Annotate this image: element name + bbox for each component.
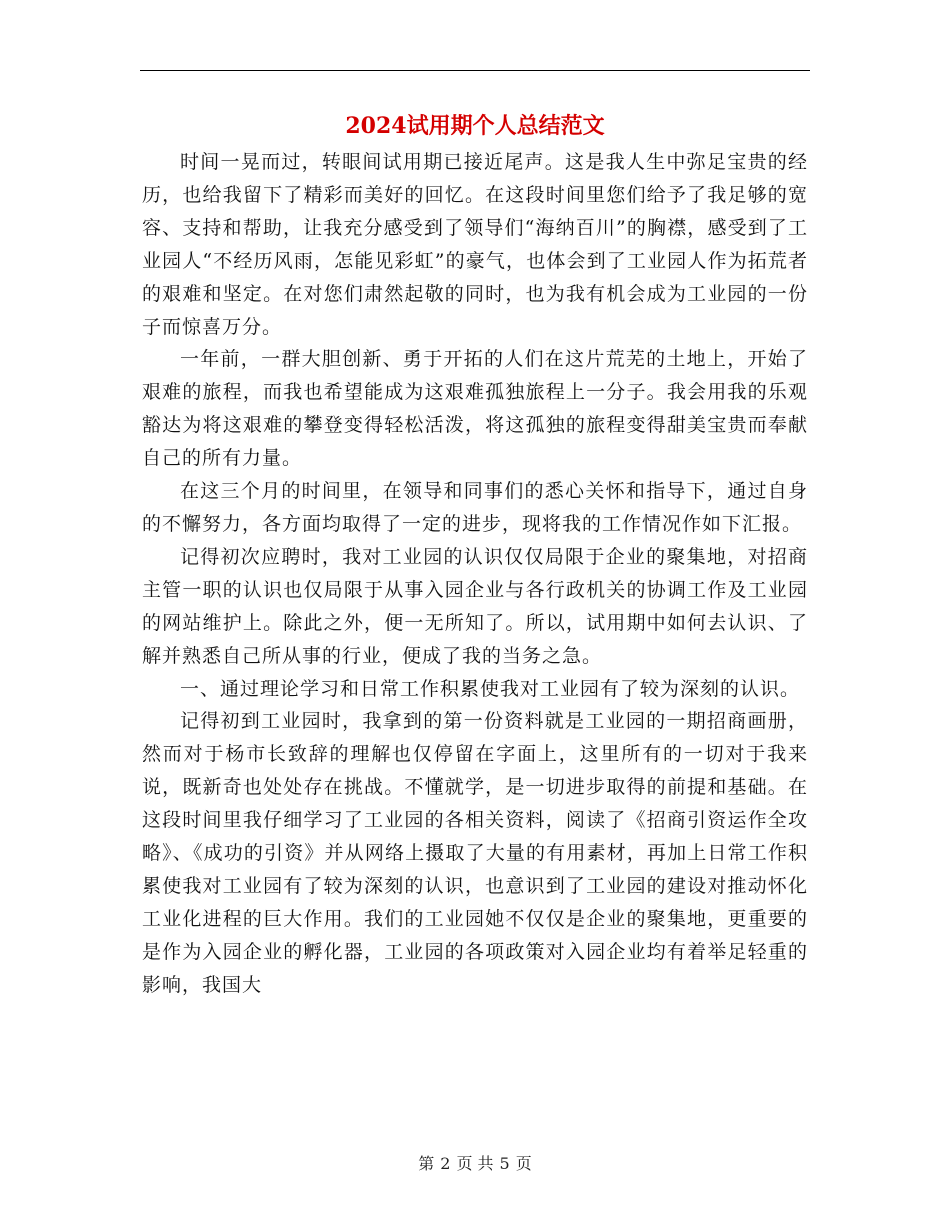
page-footer	[0, 1153, 950, 1175]
header-rule	[140, 70, 810, 71]
footer-current-page: 2	[440, 1154, 451, 1173]
paragraph-1: 时间一晃而过，转眼间试用期已接近尾声。这是我人生中弥足宝贵的经历，也给我留下了精彩而美好的回忆。在这段时间里您们给予了我足够的宽容、支持和帮助，让我充分感受到了领导们“海纳百川”的胸襟，感受到了工业园人“不经历风雨，怎能见彩虹”的豪气，也体会到了工业园人作为拓荒者的艰难和坚定。在对您们肃然起敬的同时，也为我有机会成为工业园的一份子而惊喜万分。	[142, 151, 808, 338]
footer-middle: 页 共	[456, 1154, 494, 1173]
footer-prefix: 第	[418, 1154, 435, 1173]
paragraph-4: 记得初次应聘时，我对工业园的认识仅仅局限于企业的聚集地，对招商主管一职的认识也仅局限于从事入园企业与各行政机关的协调工作及工业园的网站维护上。除此之外，便一无所知了。所以，试用期中如何去认识、了解并熟悉自己所从事的行业，便成了我的当务之急。	[142, 545, 808, 667]
document-title: 2024试用期个人总结范文	[345, 113, 605, 139]
section-heading-1: 一、通过理论学习和日常工作积累使我对工业园有了较为深刻的认识。	[180, 677, 801, 700]
footer-total-pages: 5	[499, 1154, 510, 1173]
paragraph-2: 一年前，一群大胆创新、勇于开拓的人们在这片荒芜的土地上，开始了艰难的旅程，而我也希望能成为这艰难孤独旅程上一分子。我会用我的乐观豁达为将这艰难的攀登变得轻松活泼，将这孤独的旅程变得甜美宝贵而奉献自己的所有力量。	[142, 348, 808, 470]
document-body	[142, 146, 808, 1002]
paragraph-5: 记得初到工业园时，我拿到的第一份资料就是工业园的一期招商画册，然而对于杨市长致辞的理解也仅停留在字面上，这里所有的一切对于我来说，既新奇也处处存在挑战。不懂就学，是一切进步取得的前提和基础。在这段时间里我仔细学习了工业园的各相关资料，阅读了《招商引资运作全攻略》、《成功的引资》并从网络上摄取了大量的有用素材，再加上日常工作积累使我对工业园有了较为深刻的认识，也意识到了工业园的建设对推动怀化工业化进程的巨大作用。我们的工业园她不仅仅是企业的聚集地，更重要的是作为入园企业的孵化器，工业园的各项政策对入园企业均有着举足轻重的影响，我国大	[142, 710, 808, 996]
paragraph-3: 在这三个月的时间里，在领导和同事们的悉心关怀和指导下，通过自身的不懈努力，各方面均取得了一定的进步，现将我的工作情况作如下汇报。	[142, 480, 808, 535]
footer-suffix: 页	[515, 1154, 532, 1173]
